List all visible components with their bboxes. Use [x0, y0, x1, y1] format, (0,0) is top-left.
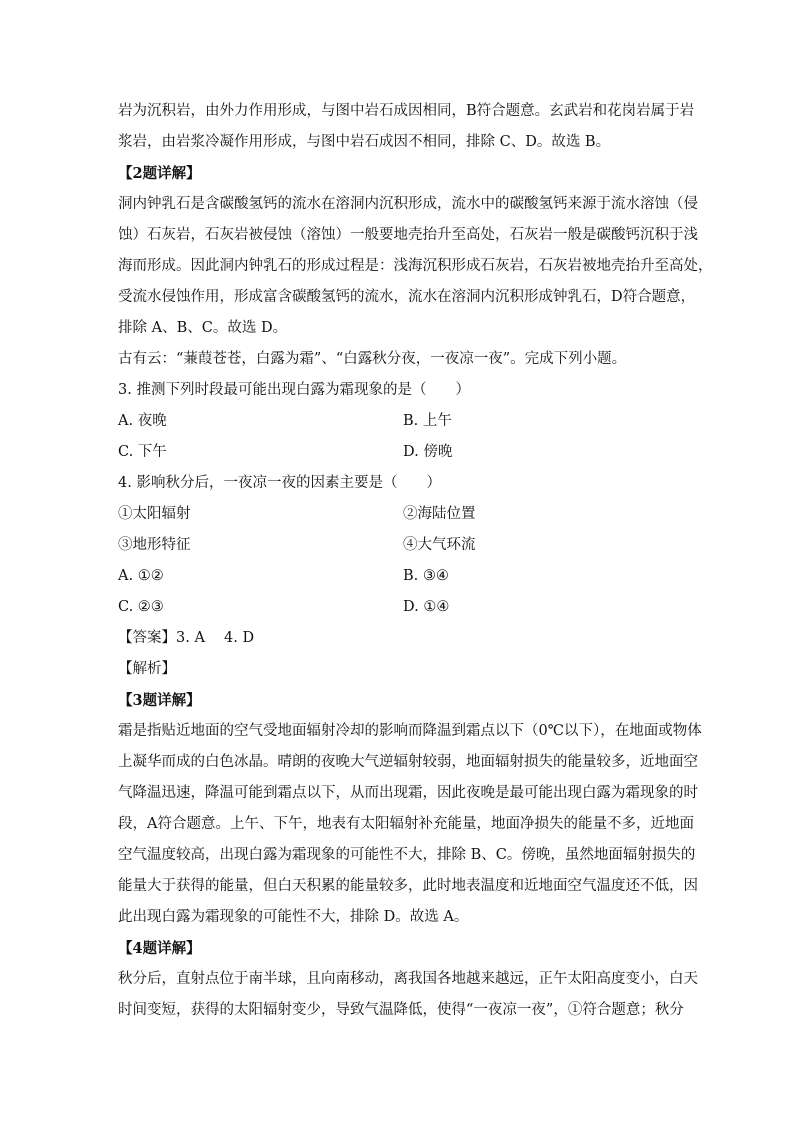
text-line: 此出现白露为霜现象的可能性不大，排除 D。故选 A。 — [118, 909, 469, 925]
option-a: A. ①② — [118, 568, 164, 584]
option-d: D. 傍晚 — [403, 444, 453, 460]
factor-2: ②海陆位置 — [403, 506, 476, 522]
section-heading-q4: 【4题详解】 — [118, 940, 201, 957]
factor-3: ③地形特征 — [118, 537, 191, 553]
text-line: 洞内钟乳石是含碳酸氢钙的流水在溶洞内沉积形成，流水中的碳酸氢钙来源于流水溶蚀（侵 — [118, 196, 698, 212]
option-b: B. ③④ — [403, 568, 449, 584]
options-row — [118, 437, 678, 468]
factors-row — [118, 530, 678, 561]
answer-line: 【答案】3. A 4. D — [118, 630, 255, 646]
text-line: 浆岩，由岩浆冷凝作用形成，与图中岩石成因不相同，排除 C、D。故选 B。 — [118, 134, 611, 150]
text-line: 段，A符合题意。上午、下午，地表有太阳辐射补充能量，地面净损失的能量不多，近地面 — [118, 816, 694, 832]
text-line: 霜是指贴近地面的空气受地面辐射冷却的影响而降温到霜点以下（0℃以下），在地面或物体 — [118, 723, 702, 739]
text-line: 能量大于获得的能量，但白天积累的能量较多，此时地表温度和近地面空气温度还不低，因 — [118, 878, 698, 894]
text-line: 受流水侵蚀作用，形成富含碳酸氢钙的流水，流水在溶洞内沉积形成钟乳石，D符合题意， — [118, 289, 696, 305]
text-line: 蚀）石灰岩，石灰岩被侵蚀（溶蚀）一般要地壳抬升至高处，石灰岩一般是碳酸钙沉积于浅 — [118, 227, 698, 243]
text-line: 秋分后，直射点位于南半球，且向南移动，离我国各地越来越远，正午太阳高度变小，白天 — [118, 971, 698, 987]
section-heading-q3: 【3题详解】 — [118, 692, 201, 709]
text-line: 气降温迅速，降温可能到霜点以下，从而出现霜，因此夜晚是最可能出现白露为霜现象的时 — [118, 785, 698, 801]
text-line: 海而形成。因此洞内钟乳石的形成过程是：浅海沉积形成石灰岩，石灰岩被地壳抬升至高处， — [118, 258, 713, 274]
options-row — [118, 406, 678, 437]
text-line: 岩为沉积岩，由外力作用形成，与图中岩石成因相同，B符合题意。玄武岩和花岗岩属于岩 — [118, 103, 695, 119]
option-c: C. 下午 — [118, 444, 167, 460]
text-line: 排除 A、B、C。故选 D。 — [118, 320, 288, 336]
text-line: 上凝华而成的白色冰晶。晴朗的夜晚大气逆辐射较弱，地面辐射损失的能量较多，近地面空 — [118, 754, 698, 770]
factor-4: ④大气环流 — [403, 537, 476, 553]
options-row — [118, 592, 678, 623]
question-3-stem: 3. 推测下列时段最可能出现白露为霜现象的是（ ） — [118, 382, 470, 398]
text-line: 空气温度较高，出现白露为霜现象的可能性不大，排除 B、C。傍晚，虽然地面辐射损失的 — [118, 847, 696, 863]
analysis-heading: 【解析】 — [118, 661, 176, 677]
options-row — [118, 561, 678, 592]
option-c: C. ②③ — [118, 599, 164, 615]
question-4-stem: 4. 影响秋分后，一夜凉一夜的因素主要是（ ） — [118, 475, 441, 491]
option-d: D. ①④ — [403, 599, 450, 615]
option-b: B. 上午 — [403, 413, 452, 429]
section-heading-q2: 【2题详解】 — [118, 165, 201, 182]
factor-1: ①太阳辐射 — [118, 506, 191, 522]
question-intro: 古有云：“蒹葭苍苍，白露为霜”、“白露秋分夜，一夜凉一夜”。完成下列小题。 — [118, 351, 627, 367]
document-page — [118, 96, 713, 1026]
text-line: 时间变短，获得的太阳辐射变少，导致气温降低，使得“一夜凉一夜”，①符合题意；秋分 — [118, 1002, 684, 1018]
factors-row — [118, 499, 678, 530]
option-a: A. 夜晚 — [118, 413, 167, 429]
